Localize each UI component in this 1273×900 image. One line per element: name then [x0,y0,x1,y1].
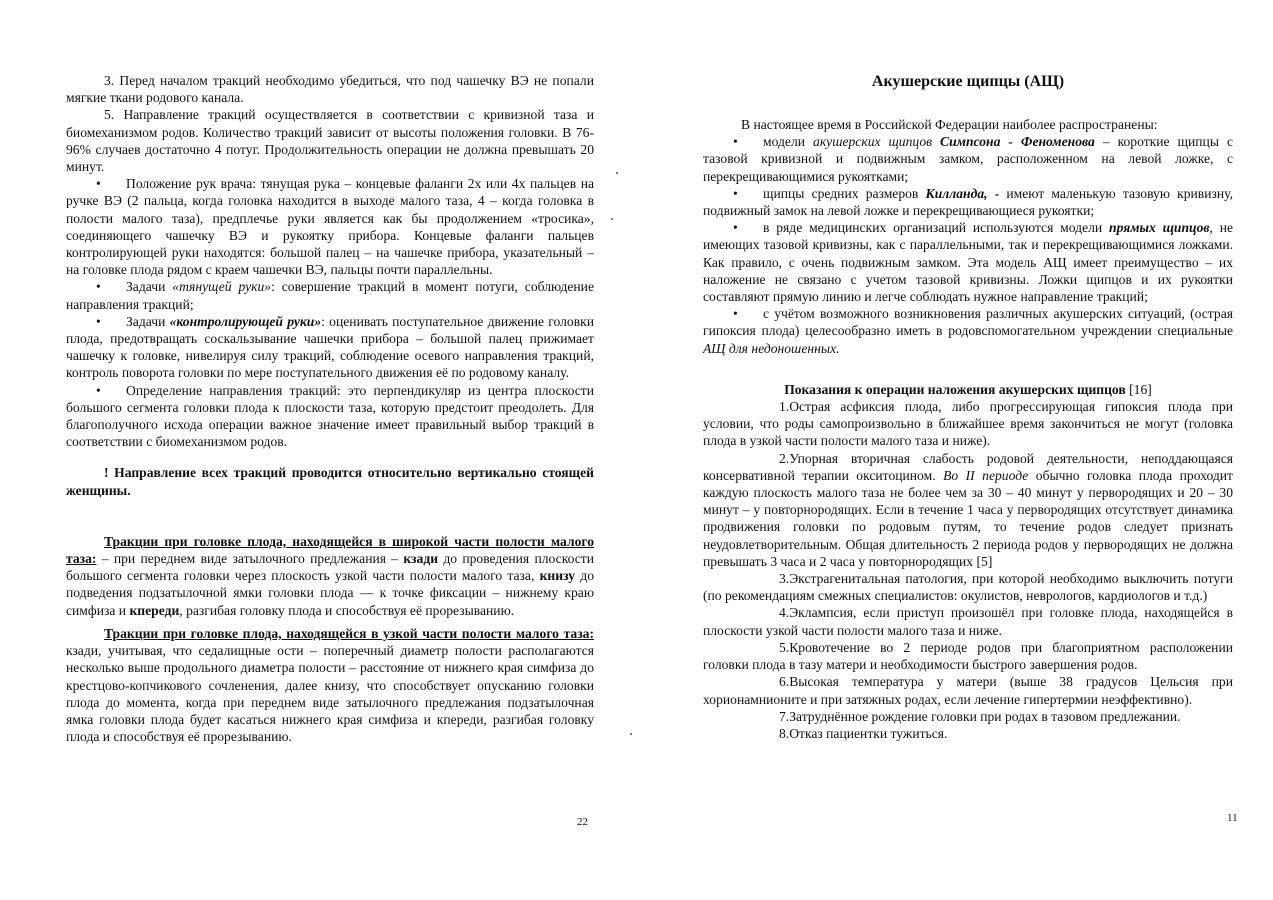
tractions-narrow-part: Тракции при головке плода, находящейся в узкой части полости малого таза: кзади, учитывая, что седалищные ости – поперечный диаметр полости располагаются несколько выше продольного диаметра полости – расстояние от нижнего края симфиза до крестцово-копчикового сочленения, далее книзу, что способствует опусканию головки плода до момента, когда при переднем виде затылочного предлежания подзатылочная ямка головки плода будет касаться нижнего края симфиза и кпереди, разгибая головку плода и способствуя её прорезыванию. [66,625,594,745]
paragraph-3: 3. Перед началом тракций необходимо убедиться, что под чашечку ВЭ не попали мягкие ткани родового канала. [66,73,594,106]
indication-item: 7.Затруднённое рождение головки при родах в тазовом предлежании. [779,708,1181,724]
indication-item: 1.Острая асфиксия плода, либо прогрессирующая гипоксия плода при условии, что роды самопроизвольно в ближайшее время закончиться не могут (головка плода в узкой части полости малого таза и ниже). [703,399,1233,449]
indications-heading: Показания к операции наложения акушерских щипцов [16] [784,381,1152,397]
bullet-icon: • [733,220,738,236]
bullet-straight-forceps: • в ряде медицинских организаций используются модели прямых щипцов, не имеющих тазовой кривизны, как с параллельными, так и перекрещивающимися ложками. Как правило, с очень подвижным замком. Эта модель АЩ имеет преимущество – их наложение не связано с учетом тазовой кривизны. Ложки щипцов и их рукоятки составляют прямую линию и легче соблюдать нужное направление тракций; [703,220,1234,305]
left-page [0,0,636,900]
page-title: Акушерские щипцы (АЩ) [871,73,1065,90]
right-page [636,0,1273,900]
bullet-icon: • [733,185,738,201]
indication-item: 3.Экстрагенитальная патология, при которой необходимо выключить потуги (по рекомендациям смежных специалистов: окулистов, неврологов, кардиологов и т.д.) [703,571,1233,604]
indication-item: 2.Упорная вторичная слабость родовой деятельности, неподдающаяся консервативной терапии окситоцином. Во II периоде обычно головка плода проходит каждую плоскость малого таза не более чем за 30 – 40 минут у первородящих и 20 – 30 минут – у повторнородящих. Если в течение 1 часа у первородящих отсутствует динамика продвижения головки по родовым путям, то течение родов следует признать неудовлетворительным. Общая длительность 2 периода родов у первородящих не должна превышать 3 часа и 2 часа у повторнородящих [5] [703,450,1233,569]
tractions-wide-part: Тракции при головке плода, находящейся в широкой части полости малого таза: – при переднем виде затылочного предлежания – кзади до проведения плоскости большого сегмента головки через плоскость узкой части полости малого таза, книзу до подведения подзатылочной ямки головки плода — к точке фиксации – нижнему краю симфиза и кпереди, разгибая головку плода и способствуя её прорезыванию. [66,533,594,618]
bullet-icon: • [733,306,738,322]
bullet-control-hand: • Задачи «контролирующей руки»: оценивать поступательное движение головки плода, предотвращать соскальзывание чашечки прибора – большой палец прижимает чашечку к головке, нивелируя силу тракций, соблюдение осевого направления тракций, контроль поворота головки по мере поступательного движения её по родовому каналу. [66,313,595,381]
bullet-icon: • [96,279,101,295]
bullet-premature: • с учётом возможного возникновения различных акушерских ситуаций, (острая гипоксия плода) целесообразно иметь в родовспомогательном учреждении специальные АЩ для недоношенных. [703,306,1233,356]
bullet-traction-direction: • Определение направления тракций: это перпендикуляр из центра плоскости большого сегмента головки плода к плоскости таза, которую предстоит преодолеть. Для благополучного исхода операции важное значение имеет правильный выбор тракций в соответствии с биомеханизмом родов. [66,382,594,450]
indication-item: 8.Отказ пациентки тужиться. [779,725,948,741]
paragraph-5: 5. Направление тракций осуществляется в соответствии с кривизной таза и биомеханизмом родов. Количество тракций зависит от высоты положения головки. В 76-96% случаев достаточно 4 потуг. Продолжительность операции не должна превышать 20 минут. [66,107,594,175]
bullet-icon: • [96,313,101,329]
intro-paragraph: В настоящее время в Российской Федерации наиболее распространены: [741,117,1158,132]
indication-item: 6.Высокая температура у матери (выше 38 градусов Цельсия при хорионамнионите и при затяжных родах, если лечение гипертермии неэффективно). [703,674,1233,707]
warning-note: ! Направление всех тракций проводится относительно вертикально стоящей женщины. [66,465,594,498]
scan-speck [611,218,613,220]
bullet-icon: • [96,176,101,192]
bullet-icon: • [96,382,101,398]
scan-speck [630,733,632,735]
bullet-pulling-hand: • Задачи «тянущей руки»: совершение тракций в момент потуги, соблюдение направления тракций; [66,279,594,312]
page-number-right: 11 [1227,812,1238,824]
bullet-simpson: • модели акушерских щипцов Симпсона - Феноменова – короткие щипцы с тазовой кривизной и подвижным замком, расположенном на левой ложке, с перекрещивающимися рукоятками; [703,134,1233,184]
page-number-left: 22 [577,816,588,828]
right-page-text [703,72,1233,742]
indication-item: 5.Кровотечение во 2 периоде родов при благоприятном расположении головки плода в тазу матери и необходимости быстрого завершения родов. [703,639,1233,673]
bullet-hand-position: • Положение рук врача: тянущая рука – концевые фаланги 2х или 4х пальцев на ручке ВЭ (2 пальца, когда головка находится в выходе малого таза, 4 – когда головка в полости малого таза), предплечье руки является как бы продолжением «тросика», соединяющего чашечку ВЭ и рукоятку прибора. Концевые фаланги пальцев контролирующей руки находятся: большой палец – на чашечке прибора, указательный – на головке плода рядом с краем чашечки ВЭ, пальцы почти параллельны. [66,176,594,278]
bullet-kielland: • щипцы средних размеров Килланда, - имеют маленькую тазовую кривизну, подвижный замок на левой ложке и перекрещивающиеся рукоятки; [703,185,1233,219]
left-page-text [66,72,594,745]
bullet-icon: • [733,134,738,150]
scan-speck [616,172,618,174]
indication-item: 4.Эклампсия, если приступ произошёл при головке плода, находящейся в плоскости узкой части полости малого таза и ниже. [703,605,1233,638]
